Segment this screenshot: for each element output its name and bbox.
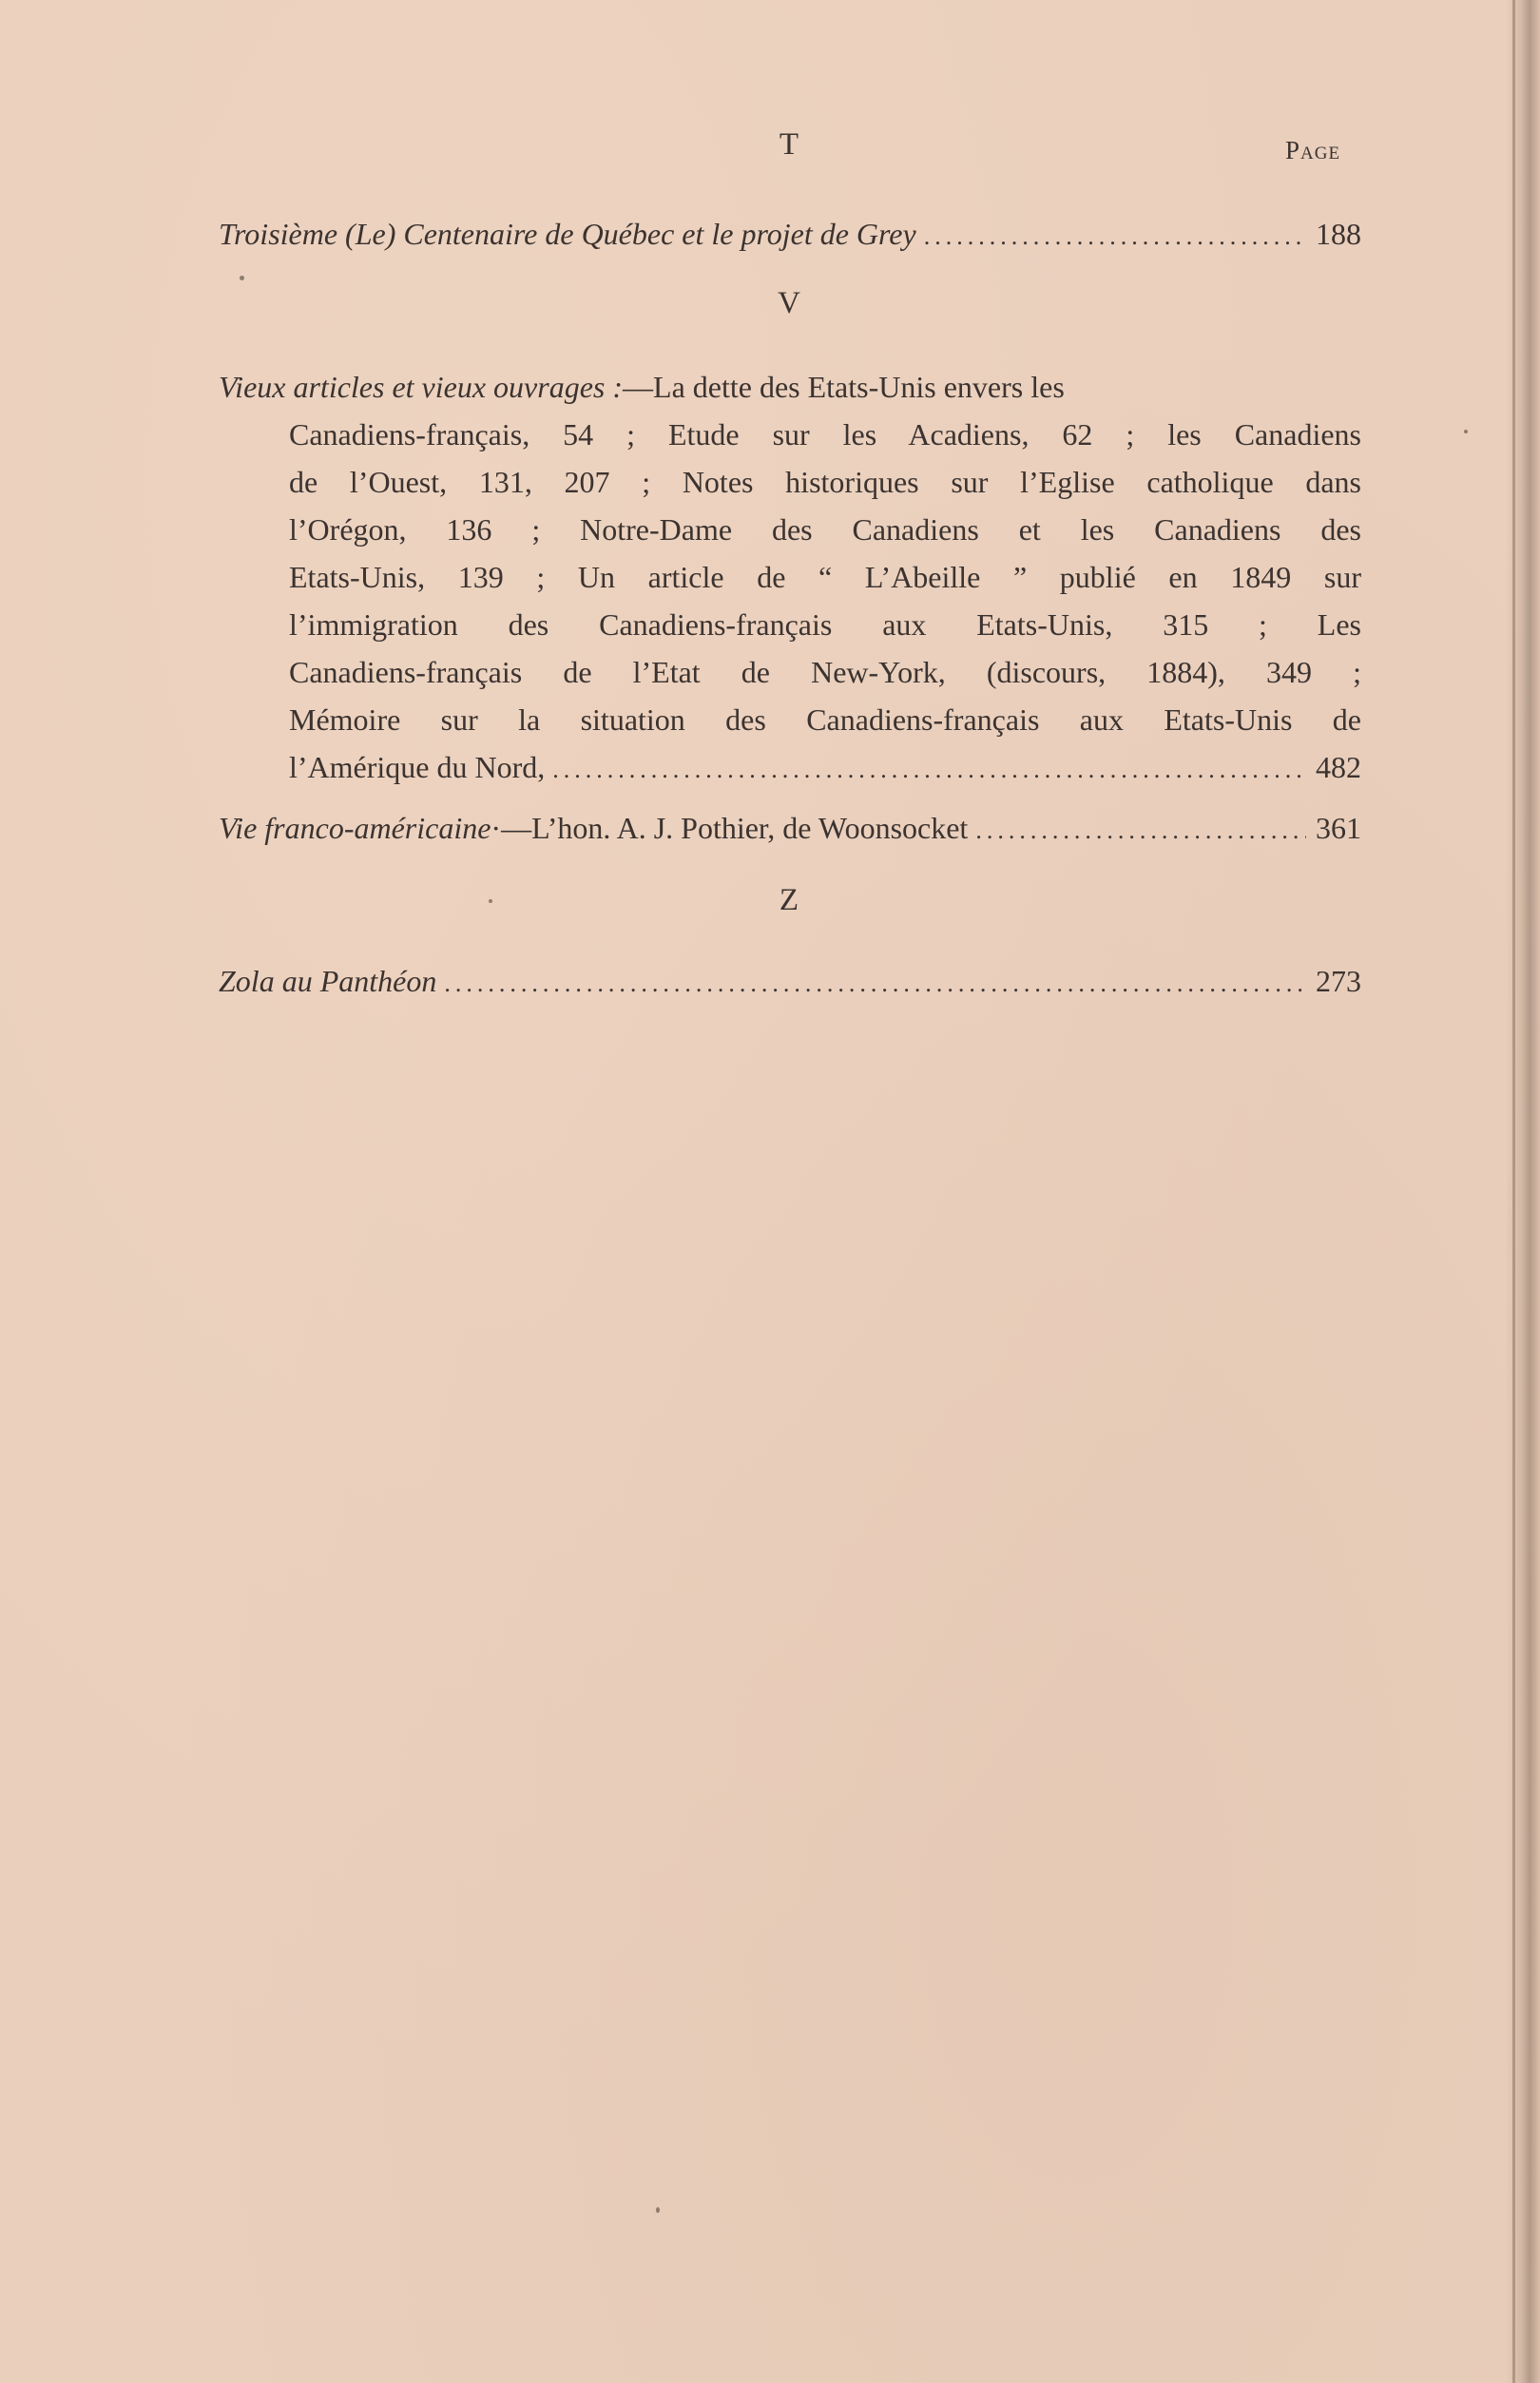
index-entry-zola [219, 957, 1361, 1008]
entry-row [219, 210, 1361, 260]
entry-row [219, 804, 1361, 855]
entry-row [219, 957, 1361, 1008]
section-letter-z: Z [779, 883, 799, 917]
dot-leader [924, 213, 1306, 260]
dot-leader [552, 746, 1306, 794]
section-letter-v: V [778, 286, 800, 320]
entry-line: Etats-Unis, 139 ; Un article de “ L’Abeille ” publié en 1849 sur [289, 560, 1361, 594]
entry-title: Vie franco-américaine [219, 811, 491, 845]
entry-line: Mémoire sur la situation des Canadiens-français aux Etats-Unis de [289, 702, 1361, 737]
dot-leader [444, 960, 1306, 1008]
page-edge-line [1512, 0, 1515, 2383]
dot-leader [975, 807, 1306, 855]
entry-line: Canadiens-français de l’Etat de New-York, (discours, 1884), 349 ; [289, 655, 1361, 689]
entry-line: Canadiens-français, 54 ; Etude sur les Acadiens, 62 ; les Canadiens [289, 417, 1361, 452]
entry-page-number: 482 [1316, 750, 1361, 784]
paper-speck [1464, 430, 1468, 433]
page-column-label: Page [1285, 136, 1341, 164]
entry-title: Troisième (Le) Centenaire de Québec et le projet de Grey [219, 217, 916, 251]
paper-speck [240, 276, 244, 280]
index-entry-troisieme [219, 210, 1361, 260]
paper-speck [656, 2207, 660, 2213]
entry-title: Vieux articles et vieux ouvrages : [219, 370, 624, 404]
index-entry-vieux-articles [219, 363, 1361, 794]
entry-line: de l’Ouest, 131, 207 ; Notes historiques sur l’Eglise catholique dans [289, 465, 1361, 499]
entry-page-number: 273 [1316, 964, 1361, 998]
entry-first-line [219, 363, 1361, 411]
entry-line: l’Orégon, 136 ; Notre-Dame des Canadiens et les Canadiens des [289, 512, 1361, 547]
index-entry-vie-franco-americaine [219, 804, 1361, 855]
entry-line: l’immigration des Canadiens-français aux Etats-Unis, 315 ; Les [289, 607, 1361, 642]
entry-text: ·—L’hon. A. J. Pothier, de Woonsocket [491, 811, 969, 845]
paper-speck [489, 899, 492, 903]
entry-page-number: 361 [1316, 811, 1361, 845]
section-letter-t: T [779, 127, 799, 162]
page-edge-shadow [1506, 0, 1540, 2383]
entry-title: Zola au Panthéon [219, 964, 437, 998]
entry-text: l’Amérique du Nord, [289, 750, 546, 784]
entry-text: —La dette des Etats-Unis envers les [623, 370, 1065, 404]
entry-page-number: 188 [1316, 217, 1361, 251]
entry-last-line [219, 743, 1361, 794]
